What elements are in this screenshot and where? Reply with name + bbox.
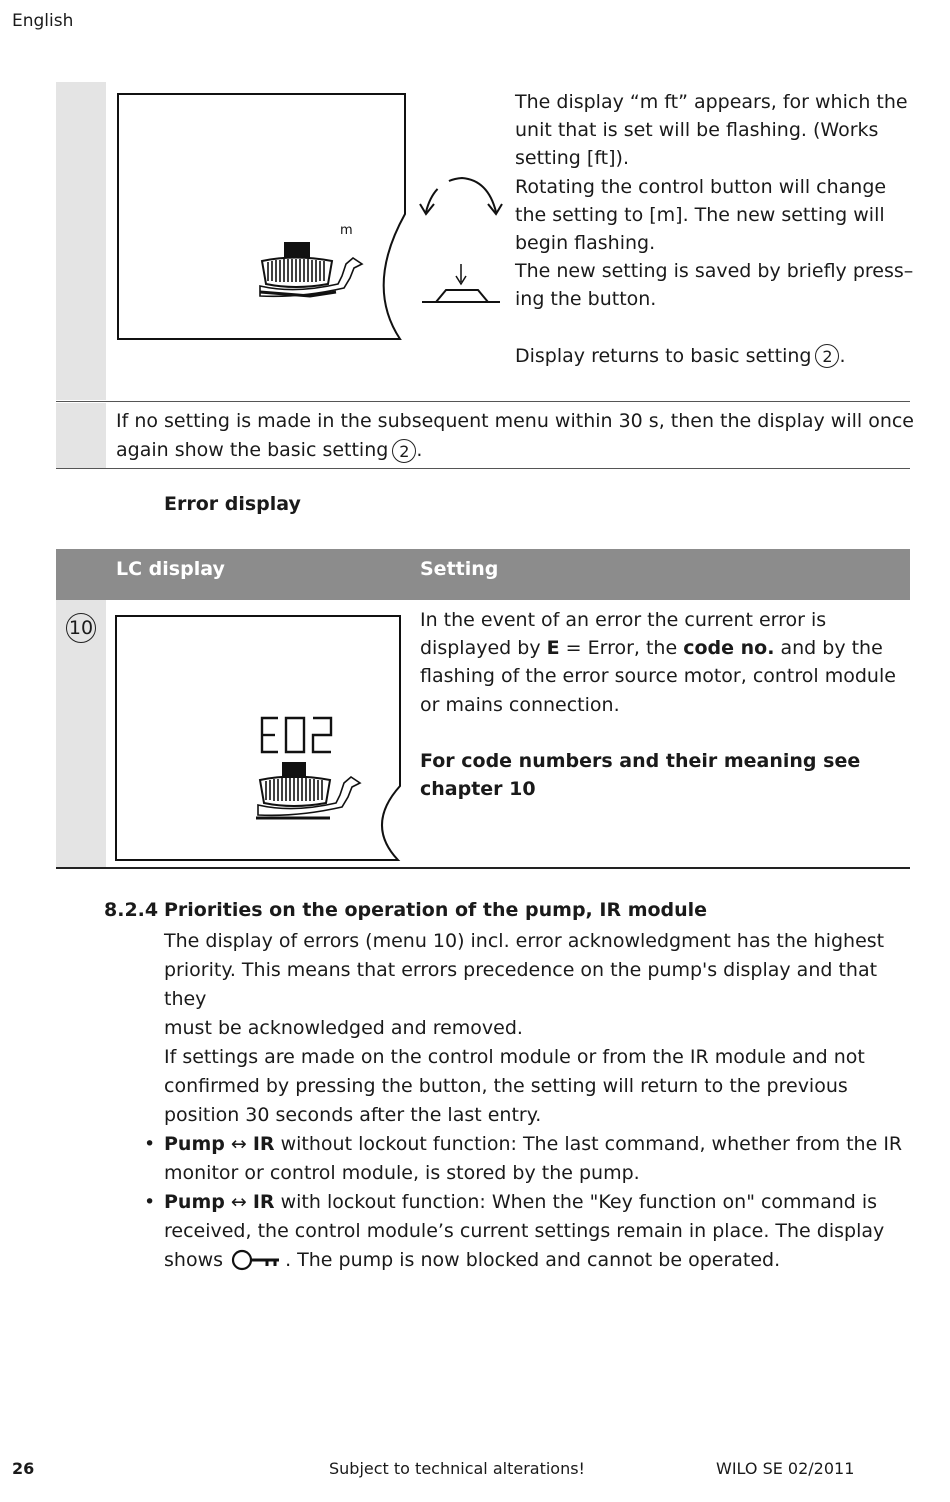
bullet-dot: • [144, 1191, 156, 1213]
return-line [515, 342, 910, 370]
body-line: If settings are made on the control module or from the IR module and not [164, 1046, 865, 1068]
side-shade [56, 82, 106, 400]
body-line [164, 1130, 924, 1159]
text-span: without lockout function: The last command, whether from the IR [274, 1133, 903, 1155]
error-text-line: or mains connection. [420, 693, 620, 716]
instruction-line: ing the button. [515, 288, 657, 311]
body-line: priority. This means that errors precedence on the pump's display and that they [164, 959, 878, 1010]
error-text-line: In the event of an error the current error is [420, 609, 827, 631]
body-line: received, the control module’s current settings remain in place. The display [164, 1220, 885, 1242]
text-span: shows [164, 1249, 224, 1271]
setting-ref-badge: 2 [815, 344, 839, 368]
section-number: 8.2.4 [104, 899, 159, 921]
bold-span: E [546, 637, 560, 660]
bold-span: IR [252, 1191, 275, 1213]
error-code-segments [262, 718, 331, 752]
instruction-line: unit that is set will be flashing. (Works [515, 119, 879, 142]
chapter-reference-line: chapter 10 [420, 778, 536, 801]
bullet-dot: • [144, 1133, 156, 1155]
bold-span: IR [252, 1133, 275, 1155]
body-line [164, 1246, 924, 1275]
col-header-setting: Setting [420, 558, 499, 580]
body-line [164, 1188, 924, 1217]
timeout-note [116, 407, 916, 465]
instruction-line: begin flashing. [515, 232, 656, 255]
bold-span: Pump [164, 1191, 225, 1213]
language-label: English [12, 11, 74, 31]
error-text-line: flashing of the error source motor, control module [420, 665, 896, 688]
note-end: . [416, 439, 423, 461]
key-icon [229, 1249, 285, 1273]
body-line: monitor or control module, is stored by the pump. [164, 1162, 640, 1184]
bold-span: Pump [164, 1133, 225, 1155]
divider [56, 468, 910, 469]
note-line [116, 436, 916, 465]
arrow-symbol: ↔ [224, 1133, 253, 1155]
row-number-badge: 10 [66, 613, 96, 643]
return-end: . [839, 344, 846, 367]
instruction-line: the setting to [m]. The new setting will [515, 203, 885, 226]
footer-notice: Subject to technical alterations! [329, 1459, 585, 1478]
error-display-heading: Error display [164, 493, 301, 515]
note-text: again show the basic setting [116, 439, 389, 461]
text-span: with lockout function: When the "Key function on" command is [274, 1191, 878, 1213]
unit-label-m: m [340, 223, 353, 238]
footer-publisher: WILO SE 02/2011 [716, 1459, 855, 1478]
text-span: . The pump is now blocked and cannot be operated. [285, 1249, 781, 1271]
lc-display-error-illustration [110, 610, 410, 866]
instruction-line: The display “m ft” appears, for which the [515, 91, 908, 113]
text-span: and by the [774, 637, 883, 660]
body-line: The display of errors (menu 10) incl. error acknowledgment has the highest [164, 930, 885, 952]
text-span: displayed by [420, 637, 547, 660]
error-description [420, 606, 910, 803]
table-bottom-rule [56, 867, 910, 869]
text-span: = Error, the [559, 637, 684, 660]
arrow-symbol: ↔ [224, 1191, 253, 1213]
unit-setting-instructions [515, 88, 914, 370]
section-title: Priorities on the operation of the pump, IR module [164, 899, 708, 921]
error-text-line [420, 634, 910, 662]
setting-ref-badge: 2 [392, 439, 416, 463]
rotate-and-press-icons [416, 172, 508, 312]
body-line: must be acknowledged and removed. [164, 1017, 523, 1039]
page-number: 26 [12, 1459, 35, 1478]
instruction-line: setting [ft]). [515, 147, 629, 170]
section-body [144, 927, 924, 1275]
press-button-icon [422, 264, 500, 302]
divider [56, 401, 910, 402]
bullet-item [144, 1130, 924, 1188]
return-text: Display returns to basic setting [515, 344, 812, 367]
instruction-line: Rotating the control button will change [515, 175, 887, 198]
side-shade [56, 403, 106, 468]
body-line: confirmed by pressing the button, the setting will return to the previous [164, 1075, 848, 1097]
instruction-line: The new setting is saved by briefly press– [515, 260, 914, 283]
note-line: If no setting is made in the subsequent menu within 30 s, then the display will once [116, 410, 914, 432]
bold-span: code no. [683, 637, 775, 660]
bullet-item [144, 1188, 924, 1275]
body-line: position 30 seconds after the last entry. [164, 1104, 542, 1126]
chapter-reference-line: For code numbers and their meaning see [420, 749, 861, 772]
col-header-lc-display: LC display [116, 558, 225, 580]
